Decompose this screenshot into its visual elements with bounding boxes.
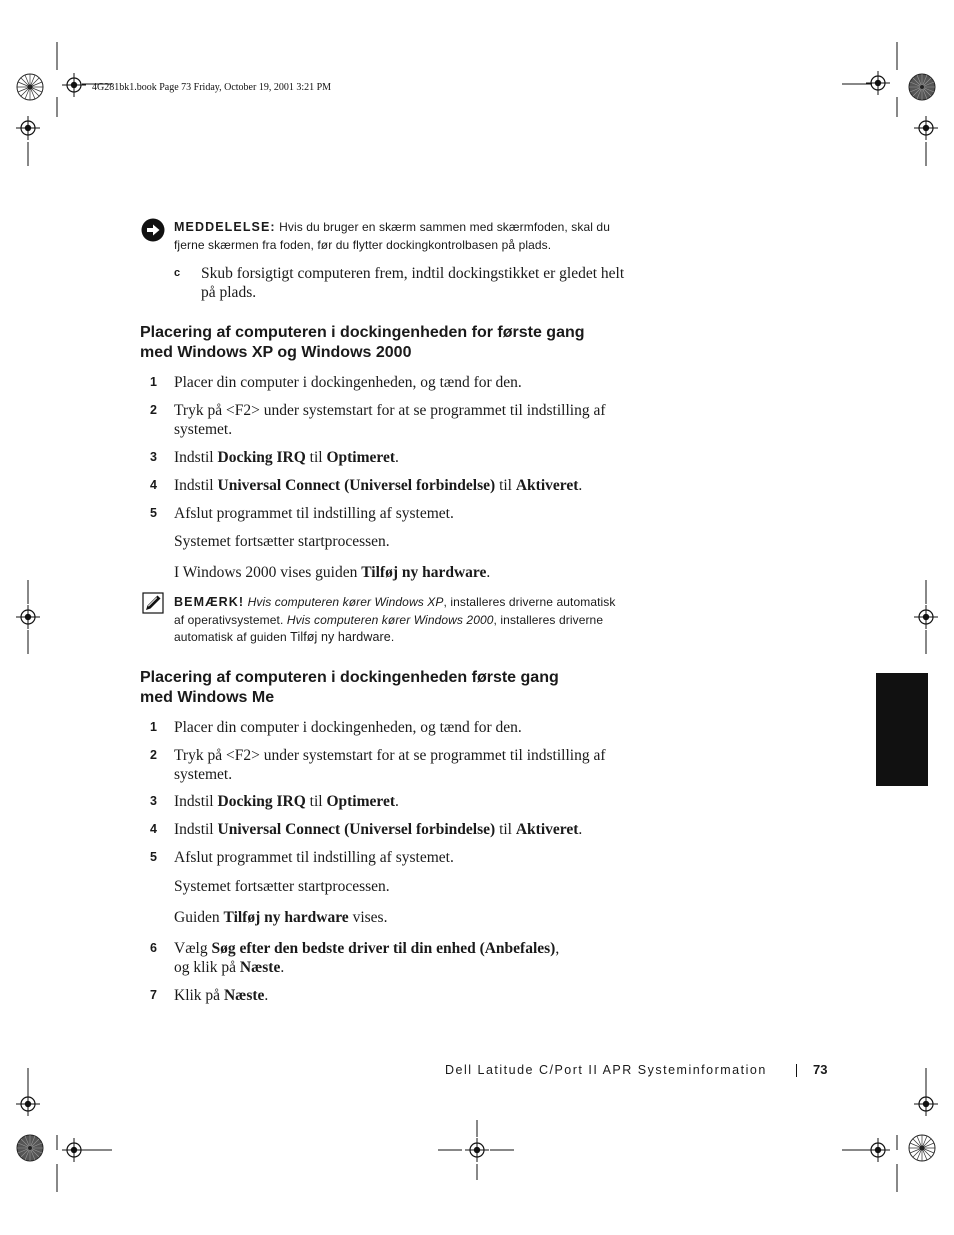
section-heading-2: Placering af computeren i dockingenheden første gang med Windows Me <box>140 669 559 706</box>
paragraph: Guiden Tilføj ny hardware vises. <box>174 909 388 926</box>
notice-label: MEDDELELSE: <box>174 220 276 234</box>
notice-text: MEDDELELSE: Hvis du bruger en skærm sammen med skærmfoden, skal du fjerne skærmen fra foden, før du flytter dockingkontrolbasen på plads. <box>174 220 610 252</box>
footer-title: Dell Latitude C/Port II APR Systeminformation <box>445 1063 767 1077</box>
footer-separator <box>796 1064 797 1077</box>
page-number: 73 <box>813 1062 828 1077</box>
print-header-stamp: 4G281bk1.book Page 73 Friday, October 19, 2001 3:21 PM <box>92 82 332 93</box>
substep-text: Skub forsigtigt computeren frem, indtil dockingstikket er gledet helt på plads. <box>201 265 625 301</box>
note-pencil-icon <box>142 592 164 614</box>
paragraph: Systemet fortsætter startprocessen. <box>174 878 390 895</box>
note-label: BEMÆRK! <box>174 595 245 609</box>
paragraph: Systemet fortsætter startprocessen. <box>174 533 390 550</box>
chapter-thumb-tab <box>876 673 928 786</box>
section-heading-1: Placering af computeren i dockingenheden for første gang med Windows XP og Windows 2000 <box>140 324 585 361</box>
substep-marker: c <box>174 267 181 279</box>
paragraph: I Windows 2000 vises guiden Tilføj ny hardware. <box>174 564 491 581</box>
note-text: BEMÆRK! Hvis computeren kører Windows XP, installeres driverne automatisk af operativsystemet. Hvis computeren kører Windows 2000, installeres driverne automatisk af guiden Tilføj ny hardware. <box>174 595 616 644</box>
notice-arrow-icon <box>141 218 165 242</box>
